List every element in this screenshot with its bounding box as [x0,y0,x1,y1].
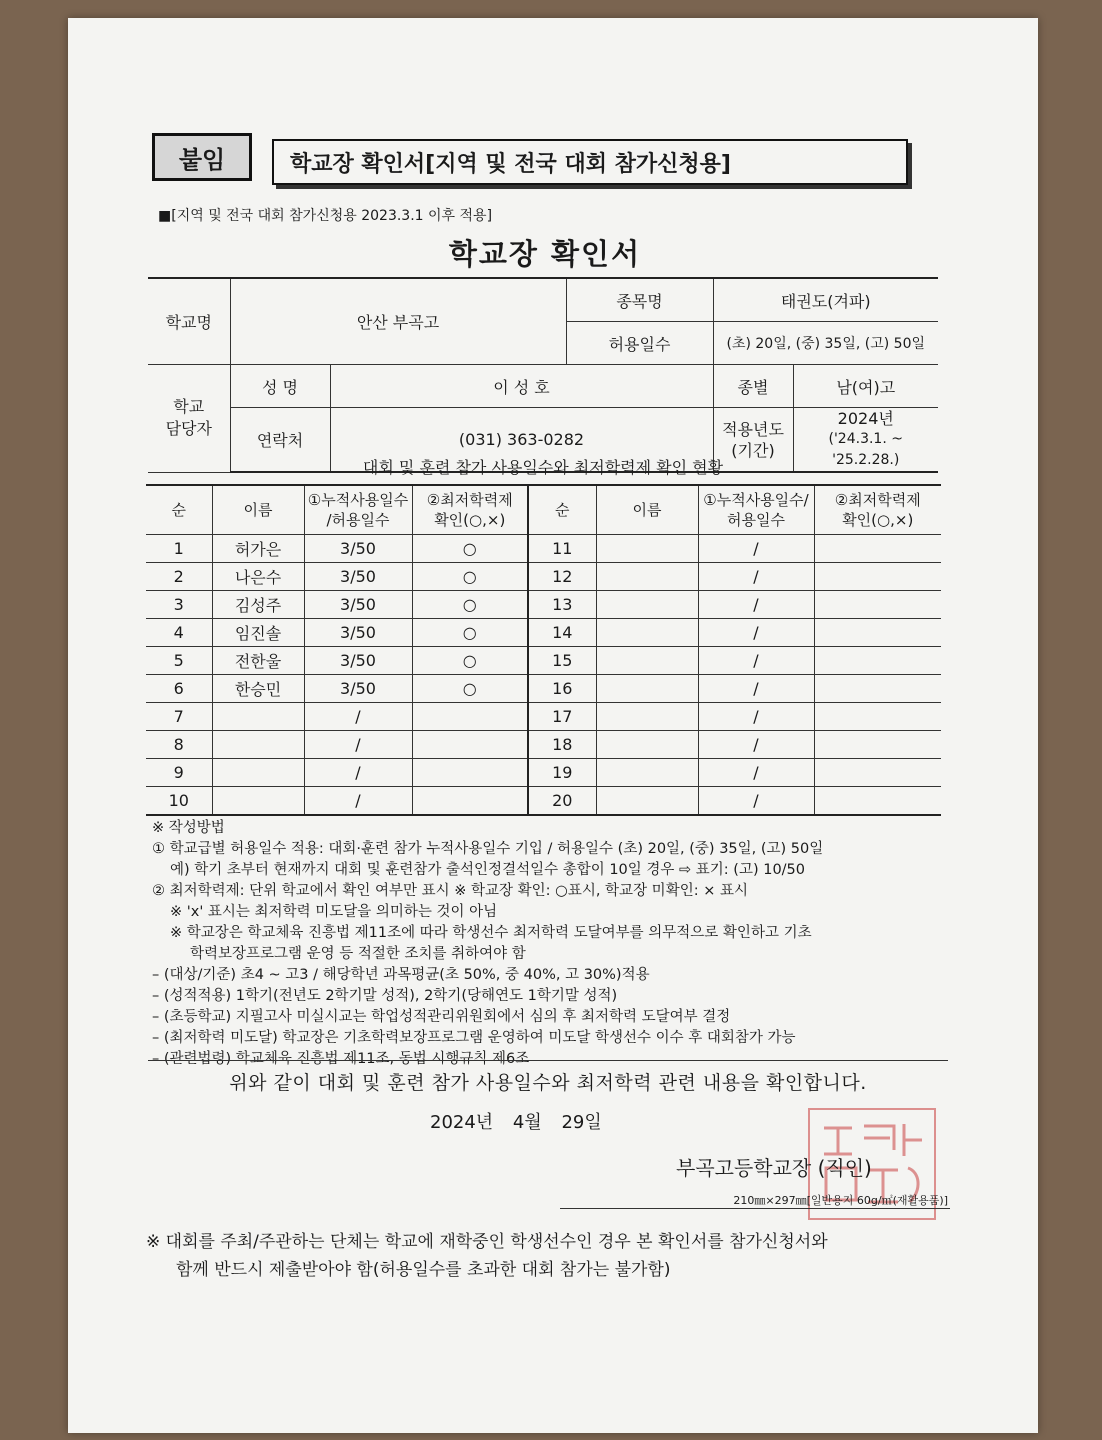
divider-small [560,1208,950,1209]
table-row [146,619,941,647]
row-min-right [814,759,941,787]
row-days: 3/50 [304,563,412,591]
contact-label: 학교 담당자 [148,365,230,473]
row-name-right [596,619,698,647]
row-days-right: / [698,703,814,731]
footer-note-line-2: 함께 반드시 제출받아야 함(허용일수를 초과한 대회 참가는 불가함) [176,1260,671,1280]
row-no-right: 19 [528,759,596,787]
row-min: ○ [412,535,528,563]
form-title: 학교장 확인서[지역 및 전국 대회 참가신청용] [272,139,908,185]
footer-note [146,1228,946,1284]
row-days: / [304,703,412,731]
row-no-right: 14 [528,619,596,647]
row-no: 9 [146,759,212,787]
row-no: 1 [146,535,212,563]
form-notice: ■[지역 및 전국 대회 참가신청용 2023.3.1 이후 적용] [158,208,493,224]
row-name-right [596,759,698,787]
row-no: 5 [146,647,212,675]
type-value: 남(여)고 [793,365,938,408]
row-name-right [596,535,698,563]
row-no: 10 [146,787,212,816]
row-days-right: / [698,647,814,675]
issue-date: 2024년 4월 29일 [430,1112,602,1133]
row-no: 8 [146,731,212,759]
table-row [146,675,941,703]
row-name: 허가은 [212,535,304,563]
row-min: ○ [412,619,528,647]
row-no: 2 [146,563,212,591]
row-no-right: 12 [528,563,596,591]
row-days: 3/50 [304,591,412,619]
row-name-right [596,563,698,591]
row-min: ○ [412,563,528,591]
note-1-example: 예) 학기 초부터 현재까지 대회 및 훈련참가 출석인정결석일수 총합이 10일 경우 ⇨ 표기: (고) 10/50 [170,862,806,878]
school-value: 안산 부곡고 [230,278,566,365]
table-row [146,563,941,591]
row-name: 김성주 [212,591,304,619]
header-name-right: 이름 [596,485,698,535]
row-days-right: / [698,619,814,647]
header-days: ①누적사용일수 /허용일수 [304,485,412,535]
year-period: ('24.3.1. ~ '25.2.28.) [828,431,903,468]
note-2-b-cont: 학력보장프로그램 운영 등 적절한 조치를 취하여야 함 [190,946,526,962]
row-days-right: / [698,563,814,591]
attachment-tag: 붙임 [152,133,252,181]
row-min-right [814,563,941,591]
header-min: ②최저학력제 확인(○,×) [412,485,528,535]
row-min-right [814,703,941,731]
row-days-right: / [698,591,814,619]
header-no: 순 [146,485,212,535]
row-days: 3/50 [304,619,412,647]
row-no-right: 20 [528,787,596,816]
paper-spec: 210㎜×297㎜[일반용지 60g/㎡(재활용품)] [733,1194,948,1207]
row-no-right: 18 [528,731,596,759]
row-name-right [596,675,698,703]
footer-note-line-1: ※ 대회를 주최/주관하는 단체는 학교에 재학중인 학생선수인 경우 본 확인서를 참가신청서와 [146,1232,828,1252]
phone-value: (031) 363-0282 [330,408,713,473]
row-min: ○ [412,647,528,675]
days-label: 허용일수 [566,322,713,365]
table-row [146,647,941,675]
row-name [212,787,304,816]
event-label: 종목명 [566,278,713,322]
row-min [412,759,528,787]
header-days-right: ①누적사용일수/ 허용일수 [698,485,814,535]
instructions-block [152,818,942,1070]
note-2: ② 최저학력제: 단위 학교에서 확인 여부만 표시 ※ 학교장 확인: ○표시, 학교장 미확인: × 표시 [152,883,748,899]
roster-section-title: 대회 및 훈련 참가 사용일수와 최저학력제 확인 현황 [362,458,724,477]
row-days: 3/50 [304,535,412,563]
row-name [212,759,304,787]
document-title: 학교장 확인서 [448,237,642,271]
phone-label: 연락처 [230,408,330,473]
type-label: 종별 [713,365,793,408]
row-days-right: / [698,787,814,816]
row-no-right: 16 [528,675,596,703]
row-name: 나은수 [212,563,304,591]
days-value: (초) 20일, (중) 35일, (고) 50일 [713,322,938,365]
row-no-right: 17 [528,703,596,731]
note-detail-2: – (성적적용) 1학기(전년도 2학기말 성적), 2학기(당해연도 1학기말 성적) [152,988,618,1004]
note-1: ① 학교급별 허용일수 적용: 대회·훈련 참가 누적사용일수 기입 / 허용일수 (초) 20일, (중) 35일, (고) 50일 [152,841,824,857]
row-days: / [304,787,412,816]
roster-table [146,484,941,816]
row-days-right: / [698,731,814,759]
note-detail-3: – (초등학교) 지필고사 미실시교는 학업성적관리위원회에서 심의 후 최저학력 도달여부 결정 [152,1009,731,1025]
table-row [146,703,941,731]
row-no-right: 15 [528,647,596,675]
school-label: 학교명 [148,278,230,365]
table-row [146,787,941,816]
note-2-b: ※ 학교장은 학교체육 진흥법 제11조에 따라 학생선수 최저학력 도달여부를 의무적으로 확인하고 기초 [170,925,812,941]
row-name-right [596,731,698,759]
year-value: 2024년 [837,409,894,428]
row-days-right: / [698,675,814,703]
table-row [146,731,941,759]
row-days-right: / [698,535,814,563]
row-min-right [814,591,941,619]
row-min-right [814,647,941,675]
row-min [412,787,528,816]
row-name-right [596,703,698,731]
note-detail-1: – (대상/기준) 초4 ~ 고3 / 해당학년 과목평균(초 50%, 중 40%, 고 30%)적용 [152,967,650,983]
row-name [212,731,304,759]
divider [148,1060,948,1061]
header-no-right: 순 [528,485,596,535]
row-days: 3/50 [304,647,412,675]
row-no: 6 [146,675,212,703]
row-no-right: 13 [528,591,596,619]
table-row [146,535,941,563]
row-days: 3/50 [304,675,412,703]
row-no: 7 [146,703,212,731]
row-name: 한승민 [212,675,304,703]
notes-heading: ※ 작성방법 [152,820,225,836]
row-name-right [596,787,698,816]
table-row [146,591,941,619]
year-label: 적용년도 (기간) [713,408,793,473]
row-name-right [596,647,698,675]
row-name: 전한울 [212,647,304,675]
row-min-right [814,731,941,759]
row-name-right [596,591,698,619]
note-detail-4: – (최저학력 미도달) 학교장은 기초학력보장프로그램 운영하여 미도달 학생선수 이수 후 대회참가 가능 [152,1030,796,1046]
row-no: 4 [146,619,212,647]
note-detail-5: – (관련법령) 학교체육 진흥법 제11조, 동법 시행규칙 제6조 [152,1051,530,1067]
row-min [412,731,528,759]
row-min: ○ [412,591,528,619]
row-name: 임진솔 [212,619,304,647]
row-min: ○ [412,675,528,703]
event-value: 태권도(겨파) [713,278,938,322]
row-no: 3 [146,591,212,619]
school-info-table [148,277,938,473]
row-days-right: / [698,759,814,787]
note-2-a: ※ 'x' 표시는 최저학력 미도달을 의미하는 것이 아님 [170,904,498,920]
row-min-right [814,675,941,703]
row-no-right: 11 [528,535,596,563]
row-days: / [304,759,412,787]
confirmation-statement: 위와 같이 대회 및 훈련 참가 사용일수와 최저학력 관련 내용을 확인합니다. [229,1072,867,1094]
header-min-right: ②최저학력제 확인(○,×) [814,485,941,535]
table-row [146,759,941,787]
row-min-right [814,535,941,563]
row-min-right [814,619,941,647]
row-days: / [304,731,412,759]
signer: 부곡고등학교장 (직인) [676,1156,872,1180]
row-name [212,703,304,731]
row-min-right [814,787,941,816]
name-label: 성 명 [230,365,330,408]
row-min [412,703,528,731]
name-value: 이 성 호 [330,365,713,408]
header-name: 이름 [212,485,304,535]
